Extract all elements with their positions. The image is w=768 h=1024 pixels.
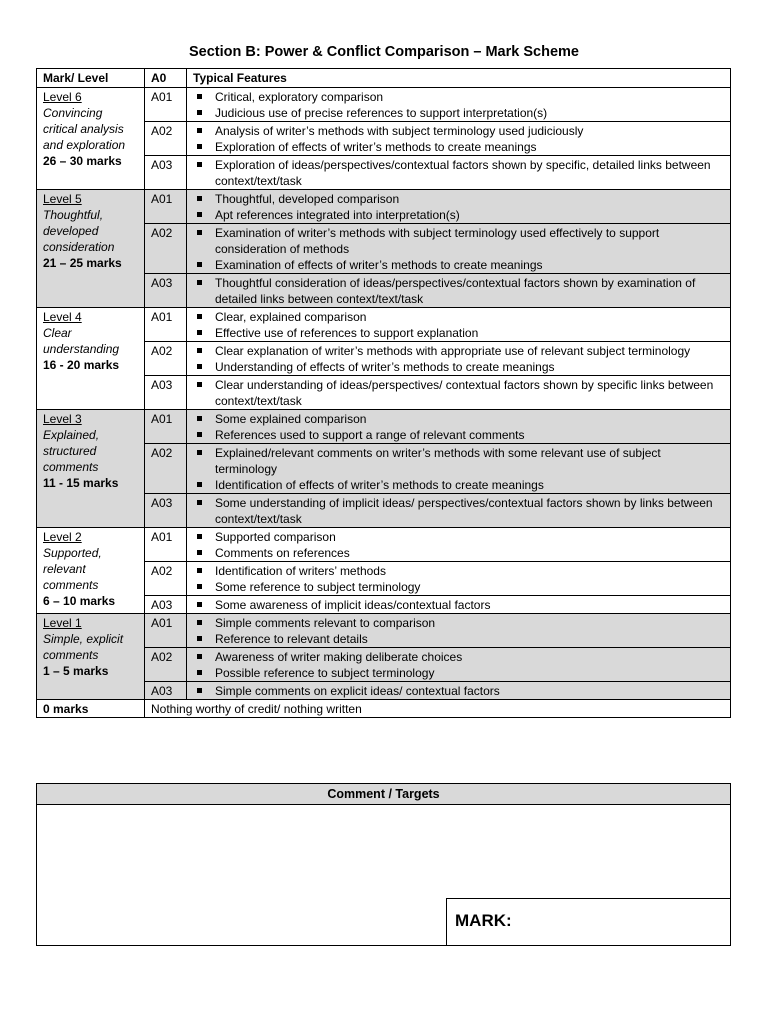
page-title: Section B: Power & Conflict Comparison – Mark Scheme [189,44,579,60]
ao-cell: A03 [145,494,187,528]
ao-cell: A01 [145,410,187,444]
features-cell [187,122,731,156]
level-cell [37,88,145,190]
ao-cell: A02 [145,224,187,274]
feature-item: Critical, exploratory comparison [193,89,724,105]
zero-marks-cell: 0 marks [37,700,145,718]
feature-list [193,309,724,341]
feature-item: Exploration of effects of writer’s methods to create meanings [193,139,724,155]
level-cell [37,410,145,528]
comment-heading: Comment / Targets [37,784,730,805]
feature-list [193,411,724,443]
level-marks: 11 - 15 marks [43,476,119,490]
features-cell [187,190,731,224]
feature-item: Some explained comparison [193,411,724,427]
table-row [37,614,731,648]
feature-item: Reference to relevant details [193,631,724,647]
mark-box [446,898,730,945]
feature-item: Thoughtful, developed comparison [193,191,724,207]
features-cell [187,410,731,444]
feature-item: Simple comments on explicit ideas/ contextual factors [193,683,724,699]
ao-cell: A02 [145,648,187,682]
feature-item: Clear understanding of ideas/perspectives/ contextual factors shown by specific links between context/text/task [193,377,724,409]
level-marks: 21 – 25 marks [43,256,122,270]
level-description: Convincing critical analysis and exploration [43,106,126,152]
ao-cell: A01 [145,190,187,224]
feature-item: Exploration of ideas/perspectives/contextual factors shown by specific, detailed links between context/text/task [193,157,724,189]
header-level: Mark/ Level [37,69,145,88]
feature-item: Identification of writers’ methods [193,563,724,579]
feature-list [193,89,724,121]
level-name: Level 5 [43,192,82,206]
feature-list [193,191,724,223]
mark-scheme-table [36,68,731,718]
feature-item: Simple comments relevant to comparison [193,615,724,631]
level-marks: 16 - 20 marks [43,358,120,372]
level-marks: 6 – 10 marks [43,594,116,608]
feature-item: Analysis of writer’s methods with subject terminology used judiciously [193,123,724,139]
feature-list [193,157,724,189]
zero-text-cell: Nothing worthy of credit/ nothing written [145,700,731,718]
features-cell [187,156,731,190]
table-row [37,190,731,224]
level-cell [37,614,145,700]
features-cell [187,274,731,308]
feature-list [193,123,724,155]
features-cell [187,614,731,648]
level-description: Thoughtful, developed consideration [43,208,115,254]
feature-item: Possible reference to subject terminology [193,665,724,681]
feature-item: Identification of effects of writer’s methods to create meanings [193,477,724,493]
features-cell [187,224,731,274]
features-cell [187,528,731,562]
level-name: Level 3 [43,412,82,426]
features-cell [187,88,731,122]
level-name: Level 2 [43,530,82,544]
level-name: Level 1 [43,616,82,630]
features-cell [187,562,731,596]
ao-cell: A03 [145,682,187,700]
ao-cell: A02 [145,122,187,156]
level-name: Level 4 [43,310,82,324]
feature-item: Explained/relevant comments on writer’s methods with some relevant use of subject terminology [193,445,724,477]
level-cell [37,190,145,308]
ao-cell: A03 [145,376,187,410]
ao-cell: A01 [145,308,187,342]
feature-list [193,495,724,527]
features-cell [187,342,731,376]
features-cell [187,682,731,700]
level-description: Supported, relevant comments [43,546,102,592]
ao-cell: A03 [145,156,187,190]
feature-item: Clear explanation of writer’s methods with appropriate use of relevant subject terminology [193,343,724,359]
feature-item: Supported comparison [193,529,724,545]
features-cell [187,596,731,614]
features-cell [187,444,731,494]
feature-item: References used to support a range of relevant comments [193,427,724,443]
feature-list [193,597,724,613]
feature-list [193,649,724,681]
ao-cell: A01 [145,528,187,562]
feature-list [193,683,724,699]
table-row [37,308,731,342]
feature-list [193,615,724,647]
feature-list [193,343,724,375]
feature-list [193,563,724,595]
feature-item: Effective use of references to support explanation [193,325,724,341]
ao-cell: A01 [145,88,187,122]
level-marks: 1 – 5 marks [43,664,109,678]
table-row [37,410,731,444]
ao-cell: A02 [145,562,187,596]
feature-item: Understanding of effects of writer’s methods to create meanings [193,359,724,375]
header-features: Typical Features [187,69,731,88]
level-description: Clear understanding [43,326,120,356]
feature-item: Examination of effects of writer’s methods to create meanings [193,257,724,273]
ao-cell: A01 [145,614,187,648]
ao-cell: A02 [145,342,187,376]
table-row-zero [37,700,731,718]
header-ao: A0 [145,69,187,88]
ao-cell: A03 [145,596,187,614]
level-marks: 26 – 30 marks [43,154,122,168]
table-body [37,88,731,718]
features-cell [187,376,731,410]
feature-item: Thoughtful consideration of ideas/perspectives/contextual factors shown by examination of detailed links between context/text/task [193,275,724,307]
level-cell [37,528,145,614]
feature-list [193,445,724,493]
feature-list [193,529,724,561]
features-cell [187,648,731,682]
feature-item: Judicious use of precise references to support interpretation(s) [193,105,724,121]
level-description: Explained, structured comments [43,428,100,474]
level-name: Level 6 [43,90,82,104]
feature-item: Some understanding of implicit ideas/ perspectives/contextual factors shown by links between context/text/task [193,495,724,527]
level-description: Simple, explicit comments [43,632,124,662]
feature-list [193,275,724,307]
table-row [37,88,731,122]
feature-item: Some reference to subject terminology [193,579,724,595]
table-header-row [37,69,731,88]
feature-list [193,377,724,409]
feature-item: Clear, explained comparison [193,309,724,325]
feature-item: Some awareness of implicit ideas/contextual factors [193,597,724,613]
feature-item: Examination of writer’s methods with subject terminology used effectively to support consideration of methods [193,225,724,257]
features-cell [187,308,731,342]
feature-item: Apt references integrated into interpretation(s) [193,207,724,223]
comment-targets-box [36,783,731,946]
mark-label: MARK: [455,911,512,930]
feature-item: Awareness of writer making deliberate choices [193,649,724,665]
features-cell [187,494,731,528]
level-cell [37,308,145,410]
ao-cell: A02 [145,444,187,494]
feature-list [193,225,724,273]
table-row [37,528,731,562]
feature-item: Comments on references [193,545,724,561]
ao-cell: A03 [145,274,187,308]
